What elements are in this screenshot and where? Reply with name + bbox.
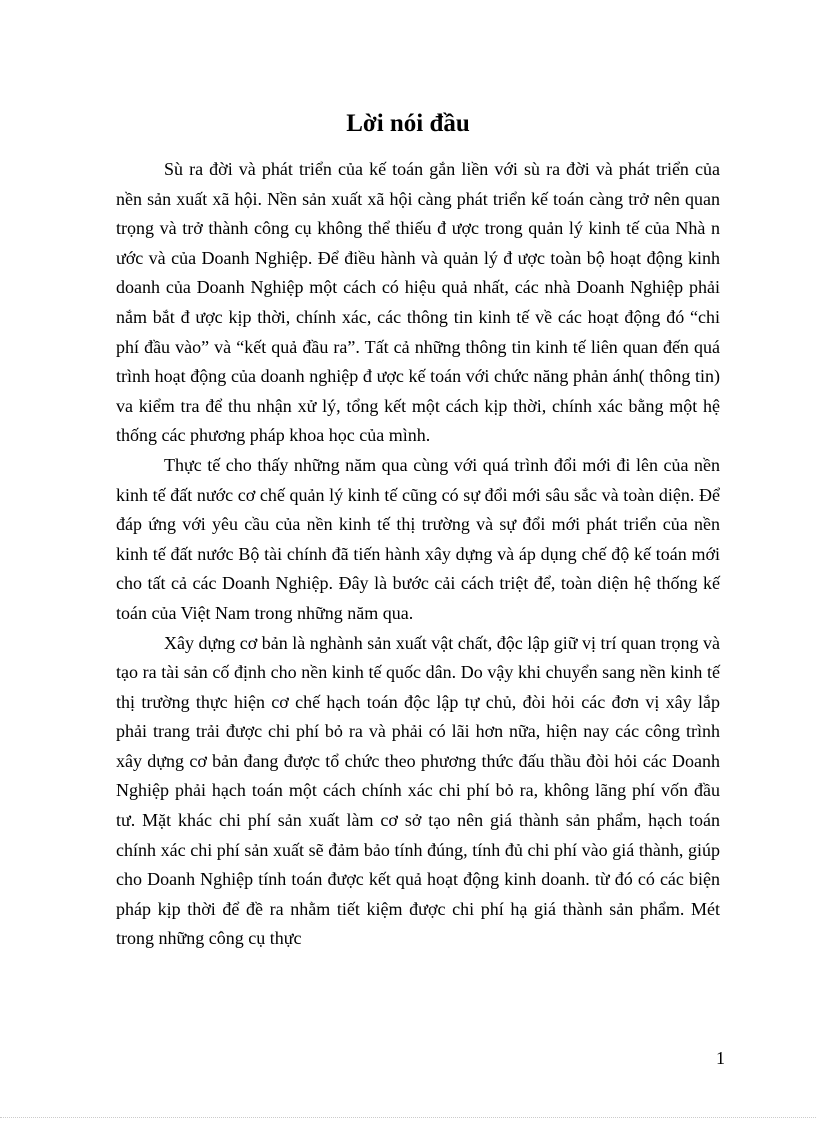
paragraph-3: Xây dựng cơ bản là nghành sản xuất vật chất, độc lập giữ vị trí quan trọng và tạo ra tài sản cố định cho nền kinh tế quốc dân. Do vậy khi chuyển sang nền kinh tế thị trường thực hiện cơ chế hạch toán độc lập tự chủ, đòi hỏi các đơn vị xây lắp phải trang trải được chi phí bỏ ra và phải có lãi hơn nữa, hiện nay các công trình xây dựng cơ bản đang được tổ chức theo phương thức đấu thầu đòi hỏi các Doanh Nghiệp phải hạch toán một cách chính xác chi phí bỏ ra, không lãng phí vốn đầu tư. Mặt khác chi phí sản xuất làm cơ sở tạo nên giá thành sản phẩm, hạch toán chính xác chi phí sản xuất sẽ đảm bảo tính đúng, tính đủ chi phí vào giá thành, giúp cho Doanh Nghiệp tính toán được kết quả hoạt động kinh doanh. từ đó có các biện pháp kịp thời để đề ra nhằm tiết kiệm được chi phí hạ giá thành sản phẩm. Mét trong những công cụ thực [116,632,720,949]
page-number: 1 [716,1048,725,1068]
paragraph-1: Sù ra đời và phát triển của kế toán gắn liền với sù ra đời và phát triển của nền sản xuất xã hội. Nền sản xuất xã hội càng phát triển kế toán càng trở nên quan trọng và trở thành công cụ không thể thiếu đ ược trong quản lý kinh tế của Nhà n ước và của Doanh Nghiệp. Để điều hành và quản lý đ ược toàn bộ hoạt động kinh doanh của Doanh Nghiệp một cách có hiệu quả nhất, các nhà Doanh Nghiệp phải nắm bắt đ ược kịp thời, chính xác, các thông tin kinh tế về các hoạt động đó “chi phí đầu vào” và “kết quả đầu ra”. Tất cả những thông tin kinh tế liên quan đến quá trình hoạt động của doanh nghiệp đ ược kế toán với chức năng phản ánh( thông tin) va kiểm tra để thu nhận xử lý, tổng kết một cách kịp thời, chính xác bằng một hệ thống các phương pháp khoa học của mình. [116,159,720,446]
page-bottom-divider [0,1117,816,1118]
page-title: Lời nói đầu [346,110,470,137]
paragraph-2: Thực tế cho thấy những năm qua cùng với quá trình đổi mới đi lên của nền kinh tế đất nước cơ chế quản lý kinh tế cũng có sự đổi mới sâu sắc và toàn diện. Để đáp ứng với yêu cầu của nền kinh tế thị trường và sự đổi mới phát triển của nền kinh tế đất nước Bộ tài chính đã tiến hành xây dựng và áp dụng chế độ kế toán mới cho tất cả các Doanh Nghiệp. Đây là bước cải cách triệt để, toàn diện hệ thống kế toán của Việt Nam trong những năm qua. [116,454,720,623]
body-text [116,155,720,954]
